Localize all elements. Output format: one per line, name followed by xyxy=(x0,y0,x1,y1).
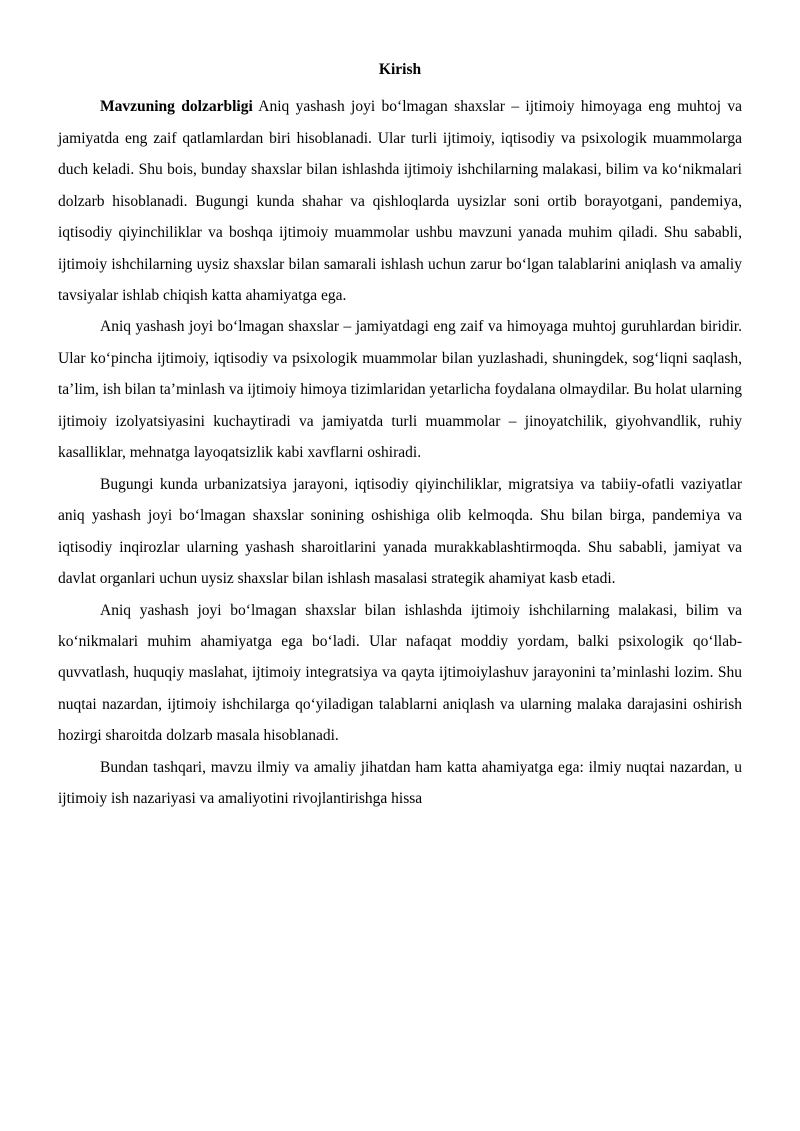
paragraph-2-text: Aniq yashash joyi bo‘lmagan shaxslar – jamiyatdagi eng zaif va himoyaga muhtoj guruhlardan biridir. Ular ko‘pincha ijtimoiy, iqtisodiy va psixologik muammolar bilan yuzlashadi, shuningdek, sog‘liqni saqlash, ta’lim, ish bilan ta’minlash va ijtimoiy himoya tizimlaridan yetarlicha foydalana olmaydilar. Bu holat ularning ijtimoiy izolyatsiyasini kuchaytiradi va jamiyatda turli muammolar – jinoyatchilik, giyohvandlik, ruhiy kasalliklar, mehnatga layoqatsizlik kabi xavflarni oshiradi. xyxy=(58,318,742,462)
paragraph-5-text: Bundan tashqari, mavzu ilmiy va amaliy jihatdan ham katta ahamiyatga ega: ilmiy nuqtai nazardan, u ijtimoiy ish nazariyasi va amaliyotini rivojlantirishga hissa xyxy=(58,758,742,808)
paragraph-5 xyxy=(58,752,742,815)
paragraph-1 xyxy=(58,91,742,311)
paragraph-3-text: Bugungi kunda urbanizatsiya jarayoni, iqtisodiy qiyinchiliklar, migratsiya va tabiiy-ofatli vaziyatlar aniq yashash joyi bo‘lmagan shaxslar sonining oshishiga olib kelmoqda. Shu bilan birga, pandemiya va iqtisodiy inqirozlar ularning yashash sharoitlarini yanada murakkablashtirmoqda. Shu sababli, jamiyat va davlat organlari uchun uysiz shaxslar bilan ishlash masalasi strategik ahamiyat kasb etadi. xyxy=(58,475,742,588)
paragraph-2 xyxy=(58,311,742,468)
paragraph-4-text: Aniq yashash joyi bo‘lmagan shaxslar bilan ishlashda ijtimoiy ishchilarning malakasi, bilim va ko‘nikmalari muhim ahamiyatga ega bo‘ladi. Ular nafaqat moddiy yordam, balki psixologik qo‘llab-quvvatlash, huquqiy maslahat, ijtimoiy integratsiya va qayta ijtimoiylashuv jarayonini ta’minlashi lozim. Shu nuqtai nazardan, ijtimoiy ishchilarga qo‘yiladigan talablarni aniqlash va ularning malaka darajasini oshirish hozirgi sharoitda dolzarb masala hisoblanadi. xyxy=(58,601,742,745)
paragraph-1-text: Aniq yashash joyi bo‘lmagan shaxslar – ijtimoiy himoyaga eng muhtoj va jamiyatda eng zaif qatlamlardan biri hisoblanadi. Ular turli ijtimoiy, iqtisodiy va psixologik muammolarga duch keladi. Shu bois, bunday shaxslar bilan ishlashda ijtimoiy ishchilarning malakasi, bilim va ko‘nikmalari dolzarb hisoblanadi. Bugungi kunda shahar va qishloqlarda uysizlar soni ortib borayotgani, pandemiya, iqtisodiy qiyinchiliklar va boshqa ijtimoiy muammolar ushbu mavzuni yanada muhim qiladi. Shu sababli, ijtimoiy ishchilarning uysiz shaxslar bilan samarali ishlash uchun zarur bo‘lgan talablarini aniqlash va amaliy tavsiyalar ishlab chiqish katta ahamiyatga ega. xyxy=(58,98,742,304)
paragraph-3 xyxy=(58,469,742,595)
page-title: Kirish xyxy=(378,61,422,78)
paragraph-1-lead: Mavzuning dolzarbligi xyxy=(100,98,253,116)
paragraph-4 xyxy=(58,595,742,752)
